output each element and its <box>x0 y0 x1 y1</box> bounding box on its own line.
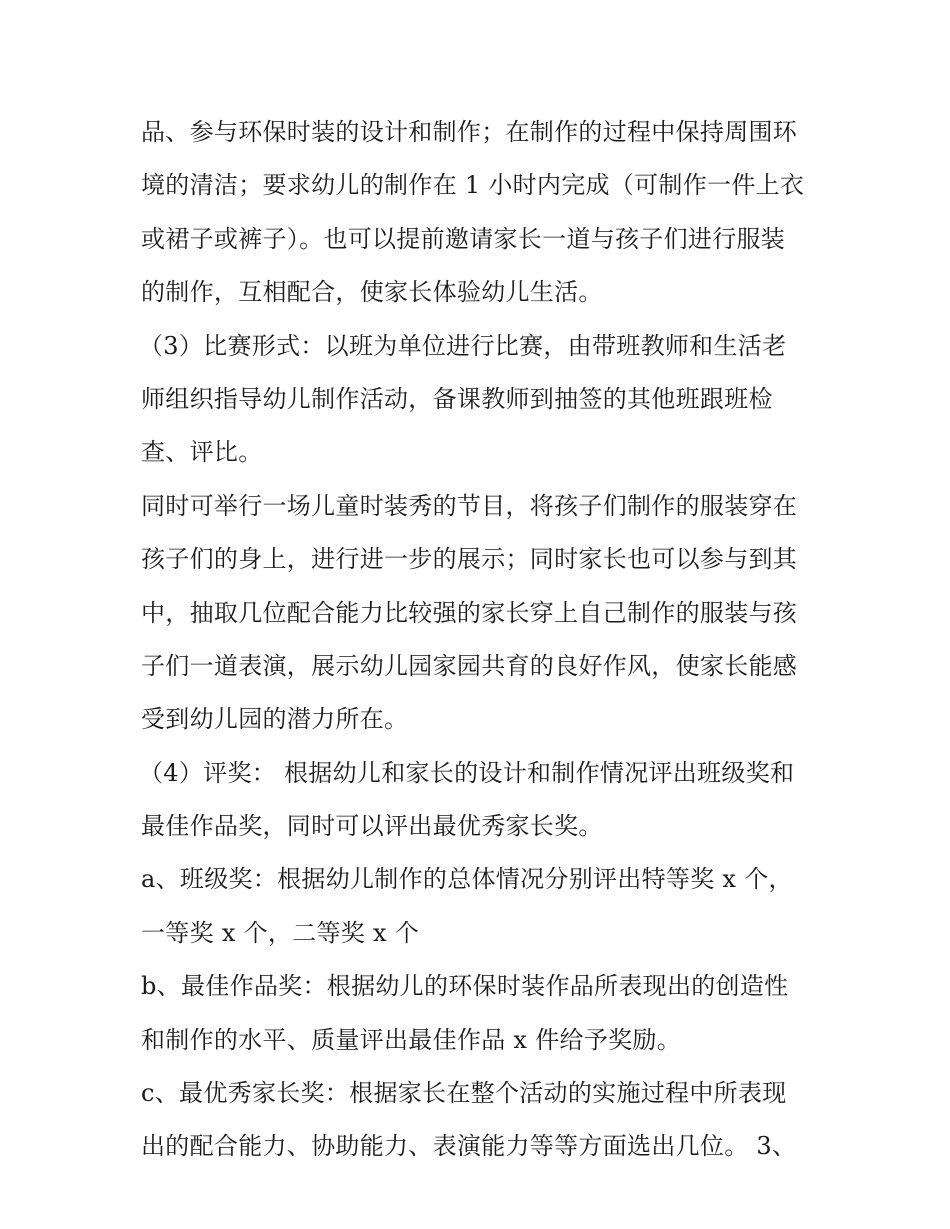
text-line: 查、评比。 <box>141 438 263 467</box>
text-line: 孩子们的身上，进行进一步的展示；同时家长也可以参与到其 <box>141 545 798 574</box>
text-line: （3）比赛形式：以班为单位进行比赛，由带班教师和生活老 <box>139 331 787 360</box>
text-line: 同时可举行一场儿童时装秀的节目，将孩子们制作的服装穿在 <box>141 491 798 520</box>
text-line: 师组织指导幼儿制作活动，备课教师到抽签的其他班跟班检 <box>141 384 773 413</box>
text-line: 中，抽取几位配合能力比较强的家长穿上自己制作的服装与孩 <box>141 598 798 627</box>
document-body <box>141 106 821 1174</box>
text-line: 最佳作品奖，同时可以评出最优秀家长奖。 <box>141 812 603 841</box>
text-line: 和制作的水平、质量评出最佳作品 x 件给予奖励。 <box>141 1025 681 1054</box>
text-line: 出的配合能力、协助能力、表演能力等等方面选出几位。 3、 <box>141 1132 797 1161</box>
text-line: 受到幼儿园的潜力所在。 <box>141 705 409 734</box>
text-line: （4）评奖： 根据幼儿和家长的设计和制作情况评出班级奖和 <box>139 758 795 787</box>
text-line: 品、参与环保时装的设计和制作；在制作的过程中保持周围环 <box>141 118 798 146</box>
text-line: a、班级奖：根据幼儿制作的总体情况分别评出特等奖 x 个， <box>141 865 793 894</box>
text-line: 的制作，互相配合，使家长体验幼儿生活。 <box>141 278 603 307</box>
text-line: c、最优秀家长奖：根据家长在整个活动的实施过程中所表现 <box>141 1079 787 1108</box>
text-line: 一等奖 x 个，二等奖 x 个 <box>141 918 420 947</box>
text-line: 或裙子或裤子）。也可以提前邀请家长一道与孩子们进行服装 <box>141 224 786 253</box>
text-line: 子们一道表演，展示幼儿园家园共育的良好作风，使家长能感 <box>141 651 798 680</box>
text-line: b、最佳作品奖：根据幼儿的环保时装作品所表现出的创造性 <box>141 972 789 1001</box>
text-line: 境的清洁；要求幼儿的制作在 1 小时内完成（可制作一件上衣 <box>141 171 805 200</box>
